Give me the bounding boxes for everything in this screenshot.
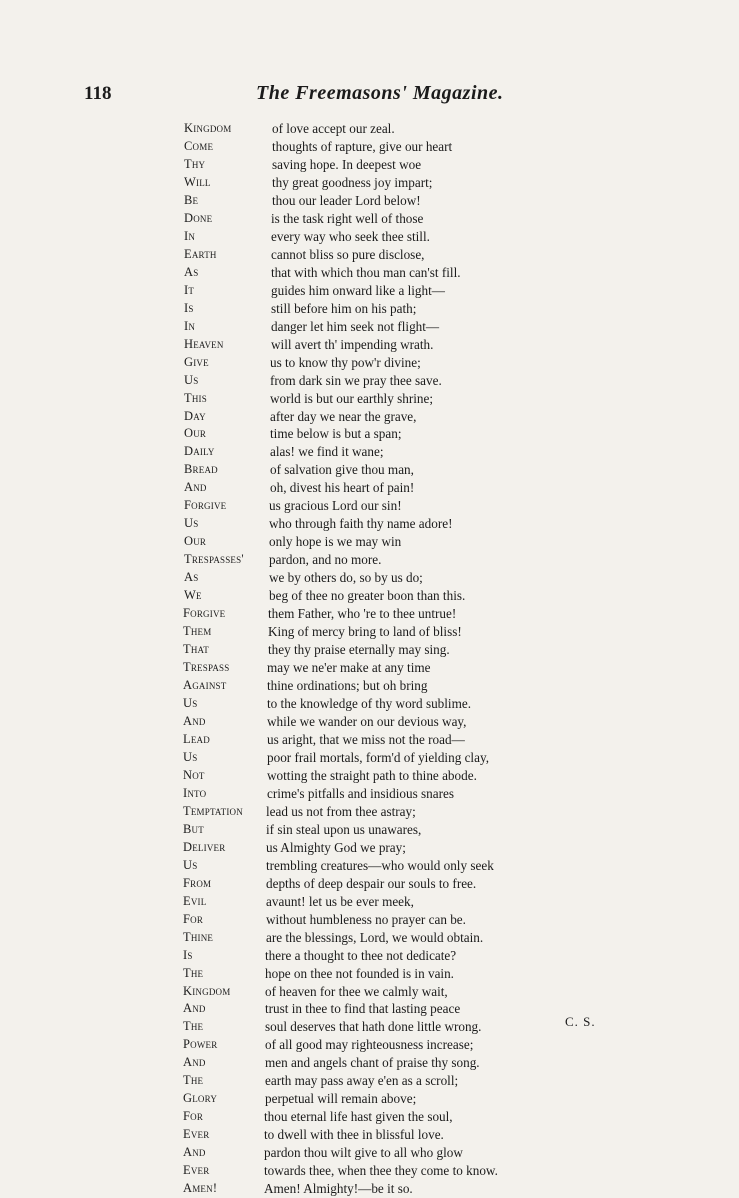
author-signature: C. S. xyxy=(565,1014,596,1029)
verse-text: every way who seek thee still. xyxy=(271,228,430,244)
prayer-word: Us xyxy=(183,857,198,872)
prayer-word: Earth xyxy=(184,246,217,261)
verse-text: of salvation give thou man, xyxy=(270,462,414,478)
verse-text: saving hope. In deepest woe xyxy=(272,156,422,172)
verse-text: if sin steal upon us unawares, xyxy=(266,821,422,837)
verse-text: guides him onward like a light— xyxy=(271,282,445,298)
prayer-word: And xyxy=(183,1055,206,1070)
poem-line xyxy=(183,911,603,929)
verse-text: from dark sin we pray thee save. xyxy=(270,372,442,388)
acrostic-poem xyxy=(184,120,604,1198)
poem-line xyxy=(183,965,603,983)
prayer-word: Our xyxy=(184,426,207,441)
verse-text: only hope is we may win xyxy=(269,534,402,550)
poem-line xyxy=(183,857,603,875)
prayer-word: Done xyxy=(184,210,213,225)
prayer-word: For xyxy=(183,1109,204,1124)
verse-text: thoughts of rapture, give our heart xyxy=(272,138,453,154)
prayer-word: Our xyxy=(184,534,207,549)
verse-text: still before him on his path; xyxy=(271,300,417,316)
poem-line xyxy=(184,228,604,246)
prayer-word: Forgive xyxy=(183,606,226,621)
prayer-word: Come xyxy=(184,138,214,153)
poem-line xyxy=(183,1072,603,1090)
poem-line xyxy=(184,551,604,569)
verse-text: hope on thee not founded is in vain. xyxy=(265,965,454,981)
verse-text: pardon thou wilt give to all who glow xyxy=(264,1145,463,1161)
prayer-word: Ever xyxy=(183,1163,210,1178)
prayer-word: Is xyxy=(184,300,194,315)
prayer-word: Ever xyxy=(183,1127,210,1142)
prayer-word: Us xyxy=(184,516,199,531)
verse-text: time below is but a span; xyxy=(270,426,402,442)
poem-line xyxy=(183,1036,603,1054)
verse-text: to dwell with thee in blissful love. xyxy=(264,1127,444,1143)
poem-line xyxy=(184,120,604,138)
poem-line xyxy=(184,425,604,443)
prayer-word: This xyxy=(184,390,207,405)
poem-line xyxy=(183,1054,603,1072)
prayer-word: Give xyxy=(184,354,209,369)
prayer-word: The xyxy=(183,965,204,980)
page-number: 118 xyxy=(84,83,112,104)
poem-line xyxy=(183,767,603,785)
prayer-word: Into xyxy=(183,785,207,800)
prayer-word: Day xyxy=(184,408,206,423)
verse-text: without humbleness no prayer can be. xyxy=(266,911,466,927)
verse-text: beg of thee no greater boon than this. xyxy=(269,588,466,604)
poem-line xyxy=(183,875,603,893)
verse-text: crime's pitfalls and insidious snares xyxy=(267,785,454,801)
verse-text: depths of deep despair our souls to free. xyxy=(266,875,477,891)
verse-text: of all good may righteousness increase; xyxy=(265,1037,474,1053)
prayer-word: As xyxy=(184,570,199,585)
verse-text: there a thought to thee not dedicate? xyxy=(265,947,457,963)
prayer-word: And xyxy=(184,480,207,495)
verse-text: to the knowledge of thy word sublime. xyxy=(267,696,472,711)
poem-line xyxy=(184,372,604,390)
poem-line xyxy=(184,336,604,354)
verse-text: trust in thee to find that lasting peace xyxy=(265,1001,461,1017)
verse-text: towards thee, when thee they come to know. xyxy=(264,1163,498,1179)
poem-line xyxy=(184,515,604,533)
poem-line xyxy=(183,1000,603,1018)
verse-text: us Almighty God we pray; xyxy=(266,839,406,855)
verse-text: of heaven for thee we calmly wait, xyxy=(265,983,448,999)
verse-text: lead us not from thee astray; xyxy=(266,803,416,819)
prayer-word: Be xyxy=(184,192,199,207)
prayer-word: That xyxy=(183,642,209,657)
poem-line xyxy=(183,695,603,713)
verse-text: thy great goodness joy impart; xyxy=(272,174,433,190)
prayer-word: Thy xyxy=(184,156,206,171)
poem-line xyxy=(184,443,604,461)
poem-line xyxy=(184,174,604,192)
verse-text: of love accept our zeal. xyxy=(272,121,395,136)
poem-line xyxy=(183,749,603,767)
poem-line xyxy=(183,929,603,947)
poem-line xyxy=(184,408,604,426)
poem-line xyxy=(183,839,603,857)
prayer-word: Temptation xyxy=(183,803,243,818)
prayer-word: Kingdom xyxy=(184,121,232,135)
prayer-word: Bread xyxy=(184,462,218,477)
verse-text: we by others do, so by us do; xyxy=(269,570,423,586)
verse-text: who through faith thy name adore! xyxy=(269,516,453,532)
prayer-word: In xyxy=(184,318,196,333)
poem-line xyxy=(184,479,604,497)
verse-text: earth may pass away e'en as a scroll; xyxy=(265,1073,459,1089)
prayer-word: Trespasses' xyxy=(184,552,244,567)
prayer-word: Not xyxy=(183,767,205,782)
verse-text: wotting the straight path to thine abode. xyxy=(267,767,477,783)
prayer-word: The xyxy=(183,1019,204,1034)
prayer-word: Glory xyxy=(183,1091,218,1106)
poem-line xyxy=(184,497,604,515)
poem-line xyxy=(184,246,604,264)
poem-line xyxy=(183,1018,603,1036)
poem-line xyxy=(184,300,604,318)
poem-line xyxy=(184,390,604,408)
prayer-word: Power xyxy=(183,1037,218,1052)
poem-line xyxy=(184,587,604,605)
prayer-word: Us xyxy=(184,372,199,387)
verse-text: us aright, that we miss not the road— xyxy=(267,731,465,747)
poem-line xyxy=(183,623,603,641)
verse-text: after day we near the grave, xyxy=(270,408,417,424)
poem-line xyxy=(184,318,604,336)
prayer-word: It xyxy=(184,282,195,297)
prayer-word: Trespass xyxy=(183,660,230,675)
prayer-word: Against xyxy=(183,678,227,693)
verse-text: them Father, who 're to thee untrue! xyxy=(268,606,457,622)
poem-line xyxy=(183,893,603,911)
prayer-word: But xyxy=(183,821,204,836)
verse-text: danger let him seek not flight— xyxy=(271,318,440,334)
prayer-word: Lead xyxy=(183,731,210,746)
poem-line xyxy=(183,1126,603,1144)
verse-text: are the blessings, Lord, we would obtain. xyxy=(266,929,484,945)
verse-text: while we wander on our devious way, xyxy=(267,713,467,729)
poem-line xyxy=(184,192,604,210)
prayer-word: Evil xyxy=(183,893,207,908)
verse-text: King of mercy bring to land of bliss! xyxy=(268,624,462,640)
verse-text: us gracious Lord our sin! xyxy=(269,498,402,514)
prayer-word: Kingdom xyxy=(183,983,231,998)
prayer-word: The xyxy=(183,1073,204,1088)
prayer-word: Will xyxy=(184,174,211,189)
poem-line xyxy=(184,354,604,372)
prayer-word: Amen! xyxy=(183,1181,218,1196)
verse-text: men and angels chant of praise thy song. xyxy=(265,1055,480,1071)
verse-text: Amen! Almighty!—be it so. xyxy=(264,1181,413,1197)
poem-line xyxy=(183,605,603,623)
poem-line xyxy=(183,1162,603,1180)
verse-text: us to know thy pow'r divine; xyxy=(270,354,421,370)
verse-text: pardon, and no more. xyxy=(269,552,382,568)
prayer-word: And xyxy=(183,713,206,728)
poem-line xyxy=(184,569,604,587)
prayer-word: From xyxy=(183,875,212,890)
prayer-word: Thine xyxy=(183,929,214,944)
verse-text: that with which thou man can'st fill. xyxy=(271,264,461,280)
poem-line xyxy=(183,641,603,659)
poem-line xyxy=(183,947,603,965)
verse-text: soul deserves that hath done little wrong. xyxy=(265,1019,482,1035)
prayer-word: Forgive xyxy=(184,498,227,513)
prayer-word: For xyxy=(183,911,204,926)
running-title: The Freemasons' Magazine. xyxy=(256,82,504,104)
poem-line xyxy=(184,282,604,300)
poem-line xyxy=(183,731,603,749)
verse-text: cannot bliss so pure disclose, xyxy=(271,246,425,262)
verse-text: perpetual will remain above; xyxy=(265,1091,417,1107)
prayer-word: Is xyxy=(183,947,193,962)
prayer-word: Them xyxy=(183,624,212,639)
prayer-word: And xyxy=(183,1001,206,1016)
prayer-word: Us xyxy=(183,696,198,710)
verse-text: oh, divest his heart of pain! xyxy=(270,480,415,496)
poem-line xyxy=(184,264,604,282)
prayer-word: Heaven xyxy=(184,336,224,351)
verse-text: thine ordinations; but oh bring xyxy=(267,678,428,694)
verse-text: they thy praise eternally may sing. xyxy=(268,642,450,658)
poem-line xyxy=(183,785,603,803)
verse-text: trembling creatures—who would only seek xyxy=(266,857,494,873)
verse-text: alas! we find it wane; xyxy=(270,444,384,460)
prayer-word: In xyxy=(184,228,196,243)
poem-line xyxy=(184,138,604,156)
poem-line xyxy=(183,821,603,839)
poem-line xyxy=(183,803,603,821)
poem-line xyxy=(183,659,603,677)
poem-line xyxy=(183,1108,603,1126)
verse-text: poor frail mortals, form'd of yielding clay, xyxy=(267,749,489,765)
prayer-word: Us xyxy=(183,749,198,764)
poem-line xyxy=(183,983,603,1001)
verse-text: may we ne'er make at any time xyxy=(267,660,431,676)
verse-text: will avert th' impending wrath. xyxy=(271,336,434,352)
prayer-word: And xyxy=(183,1145,206,1160)
poem-line xyxy=(183,713,603,731)
poem-line xyxy=(184,210,604,228)
prayer-word: Deliver xyxy=(183,839,226,854)
poem-line xyxy=(183,1180,603,1198)
verse-text: thou eternal life hast given the soul, xyxy=(264,1109,453,1125)
prayer-word: We xyxy=(184,588,202,603)
verse-text: thou our leader Lord below! xyxy=(272,192,421,208)
verse-text: avaunt! let us be ever meek, xyxy=(266,893,414,909)
verse-text: is the task right well of those xyxy=(271,210,424,226)
prayer-word: As xyxy=(184,264,199,279)
poem-line xyxy=(183,677,603,695)
poem-line xyxy=(184,533,604,551)
poem-line xyxy=(183,1090,603,1108)
poem-line xyxy=(183,1144,603,1162)
poem-line xyxy=(184,461,604,479)
verse-text: world is but our earthly shrine; xyxy=(270,390,433,406)
prayer-word: Daily xyxy=(184,444,215,459)
poem-line xyxy=(184,156,604,174)
